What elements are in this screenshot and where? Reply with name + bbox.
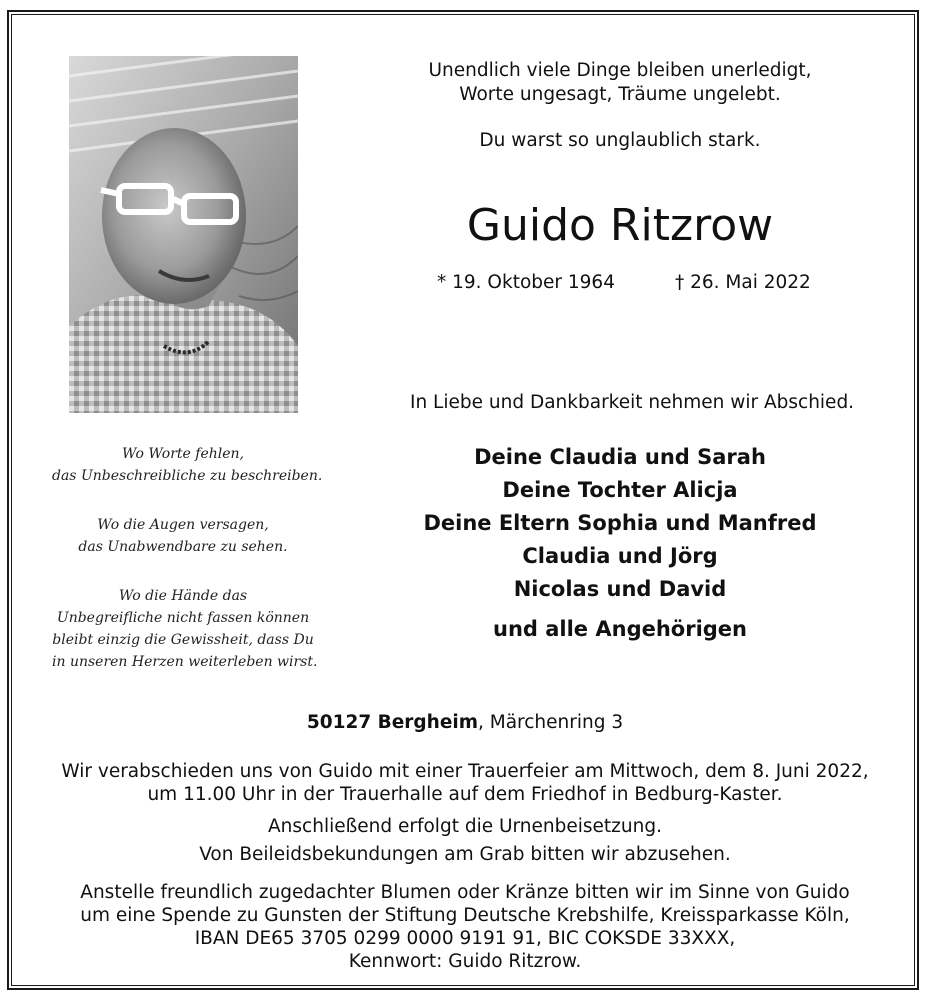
mourners-all-text: und alle Angehörigen [493, 617, 747, 641]
condolence-text: Von Beileidsbekundungen am Grab bitten wir abzusehen. [199, 844, 731, 865]
ceremony-line: Wir verabschieden uns von Guido mit einer Trauerfeier am Mittwoch, dem 8. Juni 2022, [61, 761, 869, 782]
poem-line: das Unbeschreibliche zu beschreiben. [52, 468, 323, 484]
mourner-item: Claudia und Jörg [522, 544, 718, 568]
donation-line: Anstelle freundlich zugedachter Blumen oder Kränze bitten wir im Sinne von Guido [80, 882, 850, 903]
poem-stanza-3 [52, 585, 318, 673]
poem-line: bleibt einzig die Gewissheit, dass Du [52, 632, 314, 648]
mourner-item: Deine Eltern Sophia und Manfred [423, 511, 817, 535]
quote-line-2: Worte ungesagt, Träume ungelebt. [459, 84, 781, 105]
poem-line: Unbegreifliche nicht fassen können [56, 610, 310, 626]
donation-info [40, 881, 890, 973]
farewell-text: In Liebe und Dankbarkeit nehmen wir Abschied. [410, 392, 855, 413]
portrait-photo [69, 56, 298, 413]
strong-line [410, 129, 830, 153]
mourners-list [410, 441, 830, 606]
ceremony-line: um 11.00 Uhr in der Trauerhalle auf dem Friedhof in Bedburg-Kaster. [147, 784, 783, 805]
poem-stanza-1 [52, 443, 323, 487]
condolence-note [40, 843, 890, 866]
donation-line: um eine Spende zu Gunsten der Stiftung Deutsche Krebshilfe, Kreissparkasse Köln, [80, 905, 850, 926]
address-street: , Märchenring 3 [478, 712, 624, 733]
ceremony-info [40, 760, 890, 806]
poem-line: das Unabwendbare zu sehen. [78, 539, 288, 555]
deceased-name [410, 198, 830, 254]
donation-line: Kennwort: Guido Ritzrow. [348, 951, 582, 972]
quote-line-1: Unendlich viele Dinge bleiben unerledigt, [428, 60, 812, 81]
mourner-item: Deine Tochter Alicja [502, 478, 738, 502]
mourners-all-relatives [410, 614, 830, 644]
birth-date: * 19. Oktober 1964 [437, 272, 615, 293]
mourner-item: Deine Claudia und Sarah [474, 445, 766, 469]
poem-line: Wo Worte fehlen, [122, 446, 244, 462]
address [40, 711, 890, 734]
farewell-line [410, 391, 855, 415]
poem-line: Wo die Hände das [118, 588, 248, 604]
donation-line: IBAN DE65 3705 0299 0000 9191 91, BIC COKSDE 33XXX, [194, 928, 736, 949]
mourner-item: Nicolas und David [513, 577, 727, 601]
deceased-name-text: Guido Ritzrow [466, 200, 774, 251]
opening-quote [410, 59, 830, 107]
death-date: † 26. Mai 2022 [675, 272, 811, 293]
poem-line: Wo die Augen versagen, [97, 517, 269, 533]
strong-line-text: Du warst so unglaublich stark. [479, 130, 761, 151]
urn-text: Anschließend erfolgt die Urnenbeisetzung. [268, 816, 662, 837]
address-city: 50127 Bergheim [306, 712, 478, 733]
poem-stanza-2 [52, 514, 314, 558]
poem-line: in unseren Herzen weiterleben wirst. [52, 654, 318, 670]
urn-burial-info [40, 815, 890, 838]
